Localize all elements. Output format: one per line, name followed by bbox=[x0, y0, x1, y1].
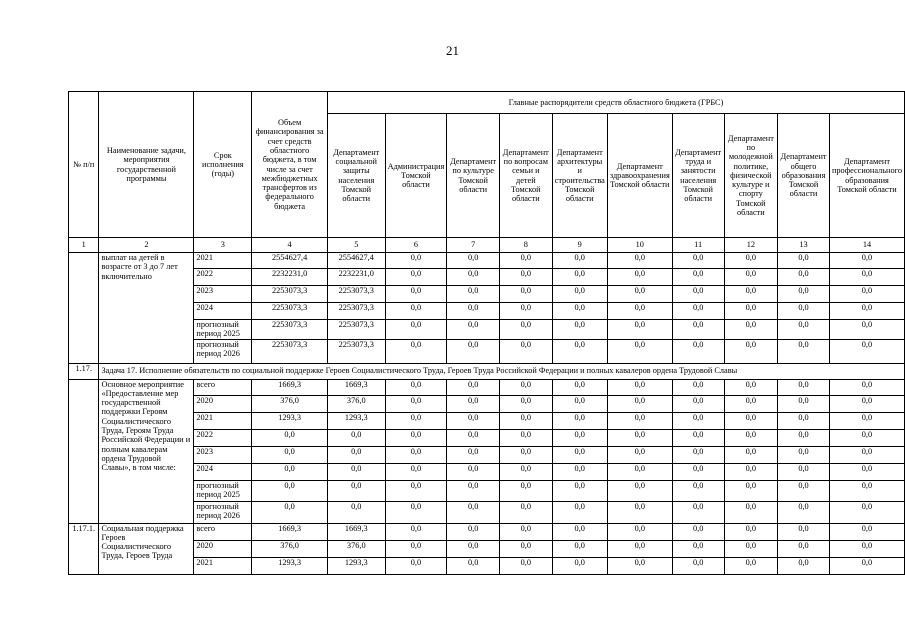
value-cell: 0,0 bbox=[552, 480, 607, 501]
value-cell: 0,0 bbox=[552, 412, 607, 429]
table-body bbox=[69, 253, 905, 575]
value-cell: 0,0 bbox=[724, 446, 778, 463]
value-cell: 0,0 bbox=[607, 395, 672, 412]
value-cell: 0,0 bbox=[552, 269, 607, 286]
table-row bbox=[69, 557, 905, 574]
table-row bbox=[69, 463, 905, 480]
column-number: 9 bbox=[552, 238, 607, 253]
table-row bbox=[69, 480, 905, 501]
value-cell: 0,0 bbox=[552, 339, 607, 363]
value-cell: 0,0 bbox=[385, 523, 447, 540]
period-cell: 2022 bbox=[194, 269, 252, 286]
value-cell: 1293,3 bbox=[327, 557, 385, 574]
value-cell: 0,0 bbox=[385, 557, 447, 574]
value-cell: 0,0 bbox=[252, 463, 328, 480]
value-cell: 0,0 bbox=[829, 523, 904, 540]
dept-header: Департамент здравоохранения Томской области bbox=[607, 114, 672, 238]
dept-header: Департамент по молодежной политике, физической культуре и спорту Томской области bbox=[724, 114, 778, 238]
value-cell: 2253073,3 bbox=[327, 339, 385, 363]
value-cell: 0,0 bbox=[447, 557, 500, 574]
value-cell: 1669,3 bbox=[252, 523, 328, 540]
value-cell: 0,0 bbox=[829, 480, 904, 501]
column-number: 13 bbox=[778, 238, 830, 253]
value-cell: 0,0 bbox=[724, 269, 778, 286]
period-cell: 2023 bbox=[194, 286, 252, 303]
value-cell: 2232231,0 bbox=[252, 269, 328, 286]
value-cell: 0,0 bbox=[385, 463, 447, 480]
value-cell: 0,0 bbox=[672, 557, 724, 574]
value-cell: 0,0 bbox=[385, 395, 447, 412]
value-cell: 0,0 bbox=[829, 379, 904, 395]
value-cell: 2554627,4 bbox=[252, 253, 328, 269]
value-cell: 0,0 bbox=[552, 286, 607, 303]
value-cell: 1293,3 bbox=[327, 412, 385, 429]
row-number bbox=[69, 379, 99, 523]
period-cell: 2022 bbox=[194, 429, 252, 446]
activity-name: Социальная поддержка Героев Социалистического Труда, Героев Труда bbox=[99, 523, 194, 574]
value-cell: 0,0 bbox=[829, 429, 904, 446]
value-cell: 1669,3 bbox=[327, 523, 385, 540]
value-cell: 0,0 bbox=[499, 395, 552, 412]
value-cell: 0,0 bbox=[447, 253, 500, 269]
table-row bbox=[69, 286, 905, 303]
value-cell: 376,0 bbox=[327, 395, 385, 412]
value-cell: 0,0 bbox=[447, 269, 500, 286]
value-cell: 0,0 bbox=[447, 303, 500, 320]
value-cell: 0,0 bbox=[607, 286, 672, 303]
value-cell: 0,0 bbox=[778, 395, 830, 412]
value-cell: 0,0 bbox=[724, 463, 778, 480]
dept-header: Департамент по вопросам семьи и детей Томской области bbox=[499, 114, 552, 238]
value-cell: 0,0 bbox=[607, 446, 672, 463]
value-cell: 0,0 bbox=[672, 339, 724, 363]
value-cell: 1669,3 bbox=[327, 379, 385, 395]
value-cell: 0,0 bbox=[385, 253, 447, 269]
value-cell: 0,0 bbox=[672, 253, 724, 269]
value-cell: 0,0 bbox=[724, 339, 778, 363]
value-cell: 0,0 bbox=[552, 395, 607, 412]
value-cell: 0,0 bbox=[778, 320, 830, 340]
value-cell: 0,0 bbox=[447, 501, 500, 523]
value-cell: 0,0 bbox=[607, 269, 672, 286]
column-number: 3 bbox=[194, 238, 252, 253]
page-number: 21 bbox=[446, 43, 459, 58]
column-number: 10 bbox=[607, 238, 672, 253]
value-cell: 0,0 bbox=[385, 480, 447, 501]
table-row bbox=[69, 412, 905, 429]
value-cell: 2253073,3 bbox=[252, 320, 328, 340]
value-cell: 0,0 bbox=[778, 339, 830, 363]
task-number: 1.17. bbox=[69, 363, 99, 379]
value-cell: 0,0 bbox=[829, 269, 904, 286]
value-cell: 2253073,3 bbox=[252, 303, 328, 320]
table-row bbox=[69, 540, 905, 557]
value-cell: 0,0 bbox=[672, 480, 724, 501]
table-row bbox=[69, 501, 905, 523]
period-cell: 2023 bbox=[194, 446, 252, 463]
column-number: 1 bbox=[69, 238, 99, 253]
value-cell: 0,0 bbox=[672, 269, 724, 286]
column-number: 8 bbox=[499, 238, 552, 253]
row-number: 1.17.1. bbox=[69, 523, 99, 574]
value-cell: 0,0 bbox=[385, 501, 447, 523]
value-cell: 0,0 bbox=[607, 412, 672, 429]
value-cell: 0,0 bbox=[672, 320, 724, 340]
col-header-grbs: Главные распорядители средств областного бюджета (ГРБС) bbox=[327, 92, 904, 114]
value-cell: 0,0 bbox=[552, 523, 607, 540]
value-cell: 0,0 bbox=[607, 557, 672, 574]
value-cell: 0,0 bbox=[778, 379, 830, 395]
value-cell: 0,0 bbox=[499, 523, 552, 540]
value-cell: 0,0 bbox=[552, 303, 607, 320]
value-cell: 0,0 bbox=[552, 429, 607, 446]
value-cell: 0,0 bbox=[672, 379, 724, 395]
value-cell: 0,0 bbox=[252, 429, 328, 446]
value-cell: 0,0 bbox=[552, 557, 607, 574]
period-cell: прогнозный период 2025 bbox=[194, 320, 252, 340]
period-cell: прогнозный период 2026 bbox=[194, 339, 252, 363]
task-title: Задача 17. Исполнение обязательств по социальной поддержке Героев Социалистического Труда, Героев Труда Российской Федерации и полных кавалеров ордена Трудовой Славы bbox=[99, 363, 905, 379]
value-cell: 0,0 bbox=[607, 501, 672, 523]
value-cell: 0,0 bbox=[672, 303, 724, 320]
value-cell: 0,0 bbox=[672, 412, 724, 429]
table-row bbox=[69, 395, 905, 412]
value-cell: 0,0 bbox=[447, 286, 500, 303]
value-cell: 0,0 bbox=[447, 379, 500, 395]
value-cell: 0,0 bbox=[447, 523, 500, 540]
period-cell: всего bbox=[194, 379, 252, 395]
period-cell: 2020 bbox=[194, 395, 252, 412]
value-cell: 0,0 bbox=[778, 269, 830, 286]
value-cell: 0,0 bbox=[252, 446, 328, 463]
value-cell: 0,0 bbox=[499, 463, 552, 480]
value-cell: 0,0 bbox=[385, 320, 447, 340]
period-cell: 2020 bbox=[194, 540, 252, 557]
value-cell: 0,0 bbox=[607, 303, 672, 320]
table-row bbox=[69, 339, 905, 363]
value-cell: 0,0 bbox=[778, 286, 830, 303]
value-cell: 0,0 bbox=[552, 253, 607, 269]
value-cell: 0,0 bbox=[385, 412, 447, 429]
value-cell: 0,0 bbox=[724, 286, 778, 303]
col-header-period: Срок исполнения (годы) bbox=[194, 92, 252, 238]
value-cell: 0,0 bbox=[552, 463, 607, 480]
value-cell: 0,0 bbox=[327, 446, 385, 463]
task-row bbox=[69, 363, 905, 379]
value-cell: 2253073,3 bbox=[327, 303, 385, 320]
value-cell: 0,0 bbox=[672, 446, 724, 463]
col-header-volume: Объем финансирования за счет средств областного бюджета, в том числе за счет межбюджетных трансфертов из федерального бюджета bbox=[252, 92, 328, 238]
value-cell: 0,0 bbox=[447, 320, 500, 340]
value-cell: 0,0 bbox=[447, 412, 500, 429]
column-number: 2 bbox=[99, 238, 194, 253]
value-cell: 0,0 bbox=[447, 540, 500, 557]
column-number: 12 bbox=[724, 238, 778, 253]
value-cell: 0,0 bbox=[724, 480, 778, 501]
column-number-row bbox=[69, 238, 905, 253]
value-cell: 0,0 bbox=[607, 253, 672, 269]
value-cell: 0,0 bbox=[327, 501, 385, 523]
activity-name: Основное мероприятие «Предоставление мер государственной поддержки Героям Социалистического Труда, Героям Труда Российской Федерации и полным кавалерам ордена Трудовой Славы», в том числе: bbox=[99, 379, 194, 523]
column-number: 5 bbox=[327, 238, 385, 253]
value-cell: 0,0 bbox=[552, 446, 607, 463]
column-number: 6 bbox=[385, 238, 447, 253]
value-cell: 0,0 bbox=[829, 540, 904, 557]
value-cell: 0,0 bbox=[829, 395, 904, 412]
value-cell: 2554627,4 bbox=[327, 253, 385, 269]
dept-header: Департамент социальной защиты населения Томской области bbox=[327, 114, 385, 238]
value-cell: 0,0 bbox=[327, 480, 385, 501]
value-cell: 0,0 bbox=[724, 523, 778, 540]
period-cell: всего bbox=[194, 523, 252, 540]
value-cell: 2253073,3 bbox=[252, 339, 328, 363]
value-cell: 0,0 bbox=[327, 429, 385, 446]
value-cell: 0,0 bbox=[552, 320, 607, 340]
col-header-name: Наименование задачи, мероприятия государственной программы bbox=[99, 92, 194, 238]
value-cell: 0,0 bbox=[724, 501, 778, 523]
value-cell: 0,0 bbox=[724, 303, 778, 320]
value-cell: 0,0 bbox=[499, 412, 552, 429]
value-cell: 0,0 bbox=[385, 446, 447, 463]
value-cell: 0,0 bbox=[499, 303, 552, 320]
col-header-number: № п/п bbox=[69, 92, 99, 238]
value-cell: 0,0 bbox=[778, 540, 830, 557]
value-cell: 0,0 bbox=[385, 303, 447, 320]
value-cell: 0,0 bbox=[552, 379, 607, 395]
value-cell: 0,0 bbox=[327, 463, 385, 480]
period-cell: 2024 bbox=[194, 463, 252, 480]
value-cell: 0,0 bbox=[607, 320, 672, 340]
value-cell: 2253073,3 bbox=[327, 320, 385, 340]
value-cell: 0,0 bbox=[724, 557, 778, 574]
activity-name: выплат на детей в возрасте от 3 до 7 лет включительно bbox=[99, 253, 194, 364]
value-cell: 0,0 bbox=[778, 463, 830, 480]
value-cell: 0,0 bbox=[724, 379, 778, 395]
value-cell: 0,0 bbox=[829, 303, 904, 320]
period-cell: 2024 bbox=[194, 303, 252, 320]
period-cell: 2021 bbox=[194, 557, 252, 574]
value-cell: 0,0 bbox=[778, 480, 830, 501]
value-cell: 0,0 bbox=[499, 480, 552, 501]
value-cell: 0,0 bbox=[778, 303, 830, 320]
table-row bbox=[69, 446, 905, 463]
value-cell: 0,0 bbox=[778, 412, 830, 429]
value-cell: 0,0 bbox=[672, 523, 724, 540]
header-row-top bbox=[69, 92, 905, 114]
value-cell: 2232231,0 bbox=[327, 269, 385, 286]
dept-header: Департамент по культуре Томской области bbox=[447, 114, 500, 238]
value-cell: 0,0 bbox=[829, 501, 904, 523]
value-cell: 0,0 bbox=[607, 429, 672, 446]
value-cell: 0,0 bbox=[778, 253, 830, 269]
column-number: 11 bbox=[672, 238, 724, 253]
value-cell: 0,0 bbox=[499, 269, 552, 286]
value-cell: 376,0 bbox=[252, 540, 328, 557]
column-number: 14 bbox=[829, 238, 904, 253]
value-cell: 0,0 bbox=[385, 269, 447, 286]
value-cell: 0,0 bbox=[672, 395, 724, 412]
value-cell: 0,0 bbox=[672, 286, 724, 303]
value-cell: 0,0 bbox=[724, 412, 778, 429]
value-cell: 0,0 bbox=[607, 480, 672, 501]
value-cell: 0,0 bbox=[778, 557, 830, 574]
value-cell: 0,0 bbox=[447, 446, 500, 463]
value-cell: 0,0 bbox=[778, 501, 830, 523]
value-cell: 0,0 bbox=[447, 480, 500, 501]
table-row bbox=[69, 523, 905, 540]
value-cell: 0,0 bbox=[724, 429, 778, 446]
value-cell: 0,0 bbox=[447, 339, 500, 363]
value-cell: 0,0 bbox=[499, 339, 552, 363]
dept-header: Администрация Томской области bbox=[385, 114, 447, 238]
value-cell: 0,0 bbox=[499, 379, 552, 395]
table-row bbox=[69, 429, 905, 446]
value-cell: 0,0 bbox=[724, 395, 778, 412]
value-cell: 0,0 bbox=[829, 446, 904, 463]
value-cell: 0,0 bbox=[499, 540, 552, 557]
table-row bbox=[69, 320, 905, 340]
value-cell: 0,0 bbox=[778, 446, 830, 463]
dept-header: Департамент общего образования Томской области bbox=[778, 114, 830, 238]
value-cell: 0,0 bbox=[385, 540, 447, 557]
value-cell: 0,0 bbox=[607, 339, 672, 363]
table-row bbox=[69, 253, 905, 269]
value-cell: 1293,3 bbox=[252, 412, 328, 429]
value-cell: 0,0 bbox=[724, 320, 778, 340]
value-cell: 0,0 bbox=[499, 320, 552, 340]
value-cell: 0,0 bbox=[672, 501, 724, 523]
value-cell: 0,0 bbox=[672, 540, 724, 557]
value-cell: 0,0 bbox=[499, 501, 552, 523]
period-cell: прогнозный период 2026 bbox=[194, 501, 252, 523]
value-cell: 0,0 bbox=[552, 501, 607, 523]
value-cell: 0,0 bbox=[499, 286, 552, 303]
value-cell: 0,0 bbox=[447, 395, 500, 412]
value-cell: 0,0 bbox=[829, 286, 904, 303]
table-row bbox=[69, 379, 905, 395]
value-cell: 0,0 bbox=[385, 286, 447, 303]
value-cell: 376,0 bbox=[252, 395, 328, 412]
value-cell: 2253073,3 bbox=[327, 286, 385, 303]
value-cell: 0,0 bbox=[724, 540, 778, 557]
value-cell: 0,0 bbox=[447, 463, 500, 480]
value-cell: 0,0 bbox=[778, 429, 830, 446]
value-cell: 0,0 bbox=[385, 379, 447, 395]
table-row bbox=[69, 269, 905, 286]
budget-table bbox=[68, 91, 905, 575]
value-cell: 0,0 bbox=[607, 523, 672, 540]
value-cell: 0,0 bbox=[607, 540, 672, 557]
value-cell: 0,0 bbox=[499, 429, 552, 446]
value-cell: 0,0 bbox=[829, 339, 904, 363]
period-cell: 2021 bbox=[194, 253, 252, 269]
value-cell: 0,0 bbox=[724, 253, 778, 269]
value-cell: 0,0 bbox=[829, 557, 904, 574]
period-cell: 2021 bbox=[194, 412, 252, 429]
period-cell: прогнозный период 2025 bbox=[194, 480, 252, 501]
value-cell: 0,0 bbox=[252, 480, 328, 501]
value-cell: 0,0 bbox=[607, 463, 672, 480]
value-cell: 0,0 bbox=[252, 501, 328, 523]
value-cell: 0,0 bbox=[499, 557, 552, 574]
row-number bbox=[69, 253, 99, 364]
value-cell: 0,0 bbox=[778, 523, 830, 540]
value-cell: 1669,3 bbox=[252, 379, 328, 395]
value-cell: 0,0 bbox=[672, 463, 724, 480]
value-cell: 0,0 bbox=[829, 253, 904, 269]
value-cell: 0,0 bbox=[552, 540, 607, 557]
value-cell: 0,0 bbox=[385, 339, 447, 363]
dept-header: Департамент архитектуры и строительства Томской области bbox=[552, 114, 607, 238]
value-cell: 0,0 bbox=[829, 320, 904, 340]
value-cell: 2253073,3 bbox=[252, 286, 328, 303]
table-row bbox=[69, 303, 905, 320]
dept-header: Департамент профессионального образования Томской области bbox=[829, 114, 904, 238]
value-cell: 1293,3 bbox=[252, 557, 328, 574]
value-cell: 0,0 bbox=[672, 429, 724, 446]
value-cell: 0,0 bbox=[829, 463, 904, 480]
value-cell: 376,0 bbox=[327, 540, 385, 557]
value-cell: 0,0 bbox=[829, 412, 904, 429]
value-cell: 0,0 bbox=[499, 446, 552, 463]
value-cell: 0,0 bbox=[607, 379, 672, 395]
value-cell: 0,0 bbox=[385, 429, 447, 446]
value-cell: 0,0 bbox=[499, 253, 552, 269]
column-number: 7 bbox=[447, 238, 500, 253]
value-cell: 0,0 bbox=[447, 429, 500, 446]
dept-header: Департамент труда и занятости населения Томской области bbox=[672, 114, 724, 238]
column-number: 4 bbox=[252, 238, 328, 253]
